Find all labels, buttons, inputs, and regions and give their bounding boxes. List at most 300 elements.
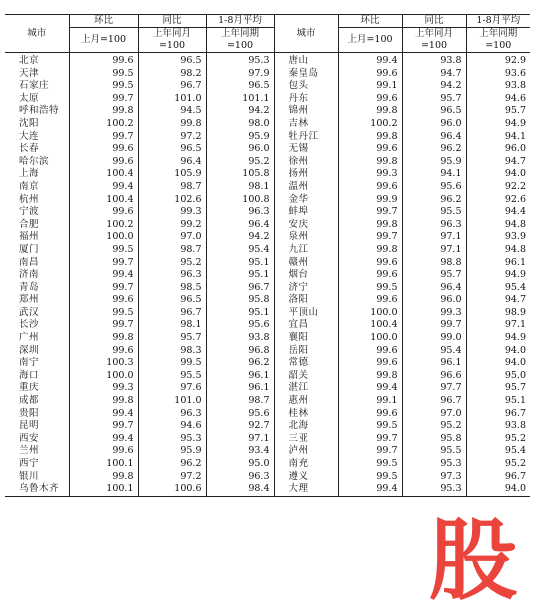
header-yoy-right: 同比 <box>402 15 466 28</box>
city-cell: 厦门 <box>19 243 40 255</box>
avg-cell: 95.4 <box>466 282 530 295</box>
avg-cell: 96.2 <box>206 357 274 370</box>
avg-cell: 94.1 <box>466 131 530 144</box>
yoy-cell: 95.7 <box>402 269 466 282</box>
mom-cell: 99.5 <box>338 458 402 471</box>
table-row <box>5 382 530 395</box>
avg-cell: 100.8 <box>206 194 274 207</box>
avg-cell: 95.6 <box>206 408 274 421</box>
mom-cell: 99.5 <box>338 471 402 484</box>
city-cell: 呼和浩特 <box>19 105 60 117</box>
mom-cell: 99.8 <box>338 156 402 169</box>
yoy-cell: 96.4 <box>138 156 206 169</box>
city-cell: 徐州 <box>274 156 338 169</box>
table-row <box>5 168 530 181</box>
yoy-cell: 95.8 <box>402 433 466 446</box>
mom-cell: 100.0 <box>338 307 402 320</box>
table-row <box>5 206 530 219</box>
avg-cell: 95.3 <box>206 53 274 68</box>
mom-cell: 99.5 <box>69 80 138 93</box>
mom-cell: 99.4 <box>338 53 402 68</box>
city-cell: 遵义 <box>274 471 338 484</box>
mom-cell: 100.2 <box>69 219 138 232</box>
header-mom-right: 环比 <box>338 15 402 28</box>
header-yoy-left: 同比 <box>138 15 206 28</box>
yoy-cell: 96.6 <box>402 370 466 383</box>
avg-cell: 92.2 <box>466 181 530 194</box>
city-cell: 昆明 <box>19 420 40 432</box>
yoy-cell: 98.8 <box>402 257 466 270</box>
avg-cell: 101.1 <box>206 93 274 106</box>
city-cell: 银川 <box>19 470 40 482</box>
mom-cell: 100.0 <box>69 370 138 383</box>
mom-cell: 99.7 <box>69 420 138 433</box>
mom-cell: 99.6 <box>338 269 402 282</box>
yoy-cell: 105.9 <box>138 168 206 181</box>
mom-cell: 100.1 <box>69 458 138 471</box>
yoy-cell: 96.3 <box>402 219 466 232</box>
city-cell: 金华 <box>274 194 338 207</box>
mom-cell: 99.8 <box>338 105 402 118</box>
avg-cell: 98.9 <box>466 307 530 320</box>
header-yoy-sub-left: 上年同月=100 <box>138 28 206 53</box>
mom-cell: 99.5 <box>69 307 138 320</box>
table-row <box>5 332 530 345</box>
city-cell: 沈阳 <box>19 117 40 129</box>
city-cell: 北京 <box>19 55 40 66</box>
avg-cell: 97.1 <box>206 433 274 446</box>
city-cell: 南宁 <box>19 357 40 369</box>
header-avg-sub-right: 上年同期=100 <box>466 28 530 53</box>
table-row <box>5 257 530 270</box>
yoy-cell: 94.7 <box>402 68 466 81</box>
mom-cell: 99.5 <box>338 282 402 295</box>
avg-cell: 93.4 <box>206 445 274 458</box>
avg-cell: 96.3 <box>206 206 274 219</box>
header-mom-sub-left: 上月=100 <box>69 28 138 53</box>
city-cell: 温州 <box>274 181 338 194</box>
yoy-cell: 97.3 <box>402 471 466 484</box>
city-cell: 九江 <box>274 244 338 257</box>
mom-cell: 99.6 <box>338 357 402 370</box>
table-row <box>5 282 530 295</box>
table-row <box>5 445 530 458</box>
avg-cell: 96.1 <box>206 382 274 395</box>
city-cell: 湛江 <box>274 382 338 395</box>
city-cell: 青岛 <box>19 281 40 293</box>
yoy-cell: 99.2 <box>138 219 206 232</box>
city-cell: 锦州 <box>274 105 338 118</box>
city-cell: 南京 <box>19 180 40 192</box>
city-cell: 福州 <box>19 231 40 243</box>
table-row <box>5 408 530 421</box>
yoy-cell: 96.7 <box>138 307 206 320</box>
yoy-cell: 95.7 <box>402 93 466 106</box>
avg-cell: 94.0 <box>466 483 530 496</box>
yoy-cell: 98.7 <box>138 181 206 194</box>
avg-cell: 94.9 <box>466 332 530 345</box>
city-cell: 大连 <box>19 130 40 142</box>
avg-cell: 94.6 <box>466 93 530 106</box>
table-row <box>5 294 530 307</box>
yoy-cell: 95.5 <box>138 370 206 383</box>
table-row <box>5 143 530 156</box>
city-cell: 太原 <box>19 92 40 104</box>
city-cell: 大理 <box>274 483 338 496</box>
avg-cell: 94.9 <box>466 118 530 131</box>
header-yoy-sub-right: 上年同月=100 <box>402 28 466 53</box>
city-cell: 无锡 <box>274 143 338 156</box>
header-mom-left: 环比 <box>69 15 138 28</box>
mom-cell: 100.4 <box>69 168 138 181</box>
yoy-cell: 96.7 <box>138 80 206 93</box>
yoy-cell: 97.0 <box>402 408 466 421</box>
yoy-cell: 96.5 <box>138 294 206 307</box>
mom-cell: 99.6 <box>338 143 402 156</box>
avg-cell: 93.9 <box>466 231 530 244</box>
mom-cell: 99.4 <box>69 181 138 194</box>
yoy-cell: 98.1 <box>138 319 206 332</box>
mom-cell: 99.8 <box>338 370 402 383</box>
avg-cell: 95.9 <box>206 131 274 144</box>
mom-cell: 99.6 <box>69 445 138 458</box>
avg-cell: 96.5 <box>206 80 274 93</box>
yoy-cell: 95.2 <box>402 420 466 433</box>
avg-cell: 95.0 <box>466 370 530 383</box>
mom-cell: 99.7 <box>338 445 402 458</box>
city-cell: 丹东 <box>274 93 338 106</box>
table-row <box>5 118 530 131</box>
yoy-cell: 96.0 <box>402 294 466 307</box>
yoy-cell: 95.9 <box>138 445 206 458</box>
table-row <box>5 131 530 144</box>
mom-cell: 99.7 <box>69 93 138 106</box>
mom-cell: 99.6 <box>338 408 402 421</box>
avg-cell: 95.2 <box>466 458 530 471</box>
avg-cell: 96.1 <box>466 257 530 270</box>
city-cell: 洛阳 <box>274 294 338 307</box>
header-avg-left: 1-8月平均 <box>206 15 274 28</box>
yoy-cell: 99.0 <box>402 332 466 345</box>
city-cell: 西安 <box>19 432 40 444</box>
yoy-cell: 95.5 <box>402 445 466 458</box>
city-cell: 安庆 <box>274 219 338 232</box>
stock-logo-icon <box>423 511 523 601</box>
avg-cell: 95.0 <box>206 458 274 471</box>
yoy-cell: 95.7 <box>138 332 206 345</box>
city-cell: 平顶山 <box>274 307 338 320</box>
avg-cell: 94.0 <box>466 168 530 181</box>
yoy-cell: 96.7 <box>402 395 466 408</box>
header-city-right: 城市 <box>274 15 338 53</box>
avg-cell: 95.4 <box>206 244 274 257</box>
avg-cell: 96.7 <box>206 282 274 295</box>
mom-cell: 100.4 <box>338 319 402 332</box>
avg-cell: 95.1 <box>206 307 274 320</box>
mom-cell: 99.6 <box>69 206 138 219</box>
yoy-cell: 94.1 <box>402 168 466 181</box>
mom-cell: 99.6 <box>69 53 138 68</box>
avg-cell: 98.0 <box>206 118 274 131</box>
yoy-cell: 96.2 <box>402 143 466 156</box>
avg-cell: 94.8 <box>466 244 530 257</box>
avg-cell: 95.1 <box>206 257 274 270</box>
city-cell: 石家庄 <box>19 80 50 92</box>
yoy-cell: 96.2 <box>402 194 466 207</box>
avg-cell: 96.7 <box>466 471 530 484</box>
city-cell: 宜昌 <box>274 319 338 332</box>
table-row <box>5 231 530 244</box>
mom-cell: 99.6 <box>338 181 402 194</box>
table-row <box>5 181 530 194</box>
yoy-cell: 100.6 <box>138 483 206 496</box>
table-row <box>5 433 530 446</box>
mom-cell: 99.7 <box>69 131 138 144</box>
mom-cell: 99.4 <box>338 382 402 395</box>
mom-cell: 99.6 <box>69 156 138 169</box>
table-row <box>5 307 530 320</box>
avg-cell: 95.2 <box>206 156 274 169</box>
avg-cell: 95.1 <box>466 395 530 408</box>
yoy-cell: 102.6 <box>138 194 206 207</box>
mom-cell: 99.6 <box>338 93 402 106</box>
city-cell: 海口 <box>19 369 40 381</box>
mom-cell: 99.3 <box>69 382 138 395</box>
yoy-cell: 96.2 <box>138 458 206 471</box>
city-cell: 蚌埠 <box>274 206 338 219</box>
mom-cell: 99.6 <box>338 257 402 270</box>
avg-cell: 94.2 <box>206 231 274 244</box>
mom-cell: 99.7 <box>338 433 402 446</box>
yoy-cell: 98.7 <box>138 244 206 257</box>
avg-cell: 94.0 <box>466 357 530 370</box>
mom-cell: 99.4 <box>69 269 138 282</box>
yoy-cell: 94.2 <box>402 80 466 93</box>
yoy-cell: 94.5 <box>138 105 206 118</box>
mom-cell: 99.7 <box>338 231 402 244</box>
yoy-cell: 96.0 <box>402 118 466 131</box>
avg-cell: 94.0 <box>466 345 530 358</box>
mom-cell: 99.6 <box>69 143 138 156</box>
avg-cell: 98.1 <box>206 181 274 194</box>
avg-cell: 95.4 <box>466 445 530 458</box>
mom-cell: 99.3 <box>338 168 402 181</box>
mom-cell: 99.4 <box>338 483 402 496</box>
avg-cell: 94.4 <box>466 206 530 219</box>
avg-cell: 95.7 <box>466 105 530 118</box>
table-row <box>5 68 530 81</box>
mom-cell: 99.8 <box>69 471 138 484</box>
mom-cell: 99.7 <box>69 282 138 295</box>
avg-cell: 94.8 <box>466 219 530 232</box>
city-cell: 成都 <box>19 395 40 407</box>
avg-cell: 94.7 <box>466 294 530 307</box>
yoy-cell: 95.4 <box>402 345 466 358</box>
avg-cell: 96.7 <box>466 408 530 421</box>
avg-cell: 97.1 <box>466 319 530 332</box>
mom-cell: 99.5 <box>69 244 138 257</box>
avg-cell: 96.3 <box>206 471 274 484</box>
avg-cell: 94.2 <box>206 105 274 118</box>
city-cell: 长春 <box>19 143 40 155</box>
yoy-cell: 99.3 <box>138 206 206 219</box>
mom-cell: 99.8 <box>338 219 402 232</box>
watermark-text: 股 <box>428 511 518 601</box>
mom-cell: 100.0 <box>69 231 138 244</box>
mom-cell: 99.4 <box>69 433 138 446</box>
mom-cell: 99.6 <box>338 294 402 307</box>
city-cell: 乌鲁木齐 <box>5 483 69 496</box>
mom-cell: 100.3 <box>69 357 138 370</box>
table-row <box>5 105 530 118</box>
city-cell: 扬州 <box>274 168 338 181</box>
yoy-cell: 97.1 <box>402 231 466 244</box>
yoy-cell: 99.8 <box>138 118 206 131</box>
mom-cell: 100.4 <box>69 194 138 207</box>
mom-cell: 99.6 <box>69 294 138 307</box>
yoy-cell: 95.2 <box>138 257 206 270</box>
table-row <box>5 370 530 383</box>
mom-cell: 100.2 <box>338 118 402 131</box>
avg-cell: 93.6 <box>466 68 530 81</box>
yoy-cell: 99.7 <box>402 319 466 332</box>
yoy-cell: 96.5 <box>138 143 206 156</box>
table-row <box>5 395 530 408</box>
city-cell: 常德 <box>274 357 338 370</box>
table-row <box>5 420 530 433</box>
yoy-cell: 96.4 <box>402 131 466 144</box>
yoy-cell: 96.3 <box>138 269 206 282</box>
table-row <box>5 156 530 169</box>
yoy-cell: 98.3 <box>138 345 206 358</box>
avg-cell: 93.8 <box>206 332 274 345</box>
city-cell: 重庆 <box>19 382 40 394</box>
yoy-cell: 99.3 <box>402 307 466 320</box>
mom-cell: 99.5 <box>338 420 402 433</box>
mom-cell: 99.6 <box>338 68 402 81</box>
city-cell: 深圳 <box>19 344 40 356</box>
city-cell: 合肥 <box>19 218 40 230</box>
table-row <box>5 483 530 496</box>
city-cell: 三亚 <box>274 433 338 446</box>
avg-cell: 95.7 <box>466 382 530 395</box>
yoy-cell: 101.0 <box>138 395 206 408</box>
avg-cell: 98.4 <box>206 483 274 496</box>
table-row <box>5 80 530 93</box>
table-row <box>5 53 530 68</box>
avg-cell: 97.9 <box>206 68 274 81</box>
avg-cell: 94.7 <box>466 156 530 169</box>
yoy-cell: 97.2 <box>138 131 206 144</box>
table-row <box>5 93 530 106</box>
avg-cell: 93.8 <box>466 80 530 93</box>
city-cell: 包头 <box>274 80 338 93</box>
yoy-cell: 96.5 <box>138 53 206 68</box>
mom-cell: 99.6 <box>338 345 402 358</box>
mom-cell: 99.8 <box>69 332 138 345</box>
mom-cell: 99.7 <box>69 319 138 332</box>
city-cell: 南昌 <box>19 256 40 268</box>
city-cell: 泉州 <box>274 231 338 244</box>
mom-cell: 99.1 <box>338 80 402 93</box>
mom-cell: 99.8 <box>69 395 138 408</box>
mom-cell: 100.2 <box>69 118 138 131</box>
mom-cell: 100.1 <box>69 483 138 496</box>
city-cell: 西宁 <box>19 458 40 469</box>
city-cell: 泸州 <box>274 445 338 458</box>
table-row <box>5 357 530 370</box>
yoy-cell: 96.4 <box>402 282 466 295</box>
header-avg-sub-left: 上年同期=100 <box>206 28 274 53</box>
yoy-cell: 98.2 <box>138 68 206 81</box>
avg-cell: 95.8 <box>206 294 274 307</box>
yoy-cell: 97.7 <box>402 382 466 395</box>
mom-cell: 99.6 <box>69 345 138 358</box>
city-cell: 北海 <box>274 420 338 433</box>
avg-cell: 92.9 <box>466 53 530 68</box>
avg-cell: 93.8 <box>466 420 530 433</box>
city-cell: 长沙 <box>19 319 40 331</box>
yoy-cell: 95.3 <box>138 433 206 446</box>
header-city-left: 城市 <box>5 15 69 53</box>
city-cell: 杭州 <box>19 193 40 205</box>
city-cell: 唐山 <box>274 53 338 68</box>
price-index-table <box>5 14 530 497</box>
avg-cell: 96.0 <box>466 143 530 156</box>
table-row <box>5 269 530 282</box>
table-row <box>5 345 530 358</box>
yoy-cell: 96.1 <box>402 357 466 370</box>
yoy-cell: 95.3 <box>402 458 466 471</box>
avg-cell: 96.1 <box>206 370 274 383</box>
avg-cell: 96.0 <box>206 143 274 156</box>
mom-cell: 99.7 <box>338 206 402 219</box>
city-cell: 济宁 <box>274 282 338 295</box>
mom-cell: 99.8 <box>69 105 138 118</box>
yoy-cell: 94.6 <box>138 420 206 433</box>
avg-cell: 95.6 <box>206 319 274 332</box>
yoy-cell: 97.1 <box>402 244 466 257</box>
city-cell: 襄阳 <box>274 332 338 345</box>
city-cell: 天津 <box>19 67 40 79</box>
avg-cell: 98.7 <box>206 395 274 408</box>
yoy-cell: 95.6 <box>402 181 466 194</box>
header-avg-right: 1-8月平均 <box>466 15 530 28</box>
avg-cell: 95.1 <box>206 269 274 282</box>
avg-cell: 92.6 <box>466 194 530 207</box>
header-mom-sub-right: 上月=100 <box>338 28 402 53</box>
yoy-cell: 95.3 <box>402 483 466 496</box>
city-cell: 贵阳 <box>19 407 40 419</box>
mom-cell: 99.9 <box>338 194 402 207</box>
mom-cell: 99.1 <box>338 395 402 408</box>
city-cell: 牡丹江 <box>274 131 338 144</box>
yoy-cell: 101.0 <box>138 93 206 106</box>
table-row <box>5 471 530 484</box>
city-cell: 郑州 <box>19 294 40 306</box>
yoy-cell: 98.5 <box>138 282 206 295</box>
city-cell: 韶关 <box>274 370 338 383</box>
yoy-cell: 97.6 <box>138 382 206 395</box>
avg-cell: 92.7 <box>206 420 274 433</box>
mom-cell: 100.0 <box>338 332 402 345</box>
city-cell: 烟台 <box>274 269 338 282</box>
city-cell: 济南 <box>19 269 40 281</box>
city-cell: 赣州 <box>274 257 338 270</box>
yoy-cell: 95.5 <box>402 206 466 219</box>
city-cell: 武汉 <box>19 306 40 318</box>
mom-cell: 99.7 <box>69 257 138 270</box>
